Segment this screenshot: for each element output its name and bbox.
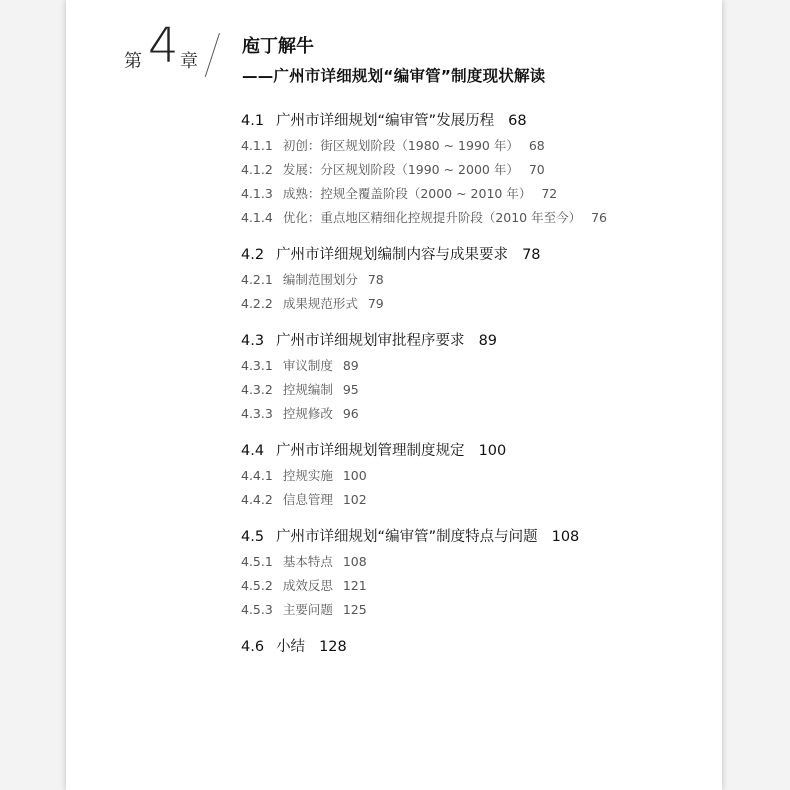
toc-subsection[interactable] <box>241 378 711 402</box>
toc-section-heading[interactable] <box>241 328 711 354</box>
subsection-page: 76 <box>591 210 608 225</box>
subsection-page: 70 <box>528 162 545 177</box>
subsection-page: 100 <box>342 468 367 483</box>
toc-section <box>241 524 711 622</box>
section-page: 100 <box>478 443 507 459</box>
book-page <box>66 0 722 790</box>
section-gap <box>241 316 711 328</box>
subsection-title: 控规修改 <box>282 406 333 421</box>
subsection-title: 成熟：控规全覆盖阶段（2000 ~ 2010 年） <box>282 186 532 201</box>
chapter-prefix: 第 <box>124 51 142 72</box>
section-number: 4.3 <box>241 333 265 349</box>
subsection-number: 4.3.1 <box>241 358 273 373</box>
section-number: 4.4 <box>241 443 265 459</box>
toc-subsection[interactable] <box>241 464 711 488</box>
section-page: 68 <box>508 113 527 129</box>
subsection-number: 4.3.3 <box>241 406 273 421</box>
toc-section-heading[interactable] <box>241 524 711 550</box>
toc-section <box>241 634 711 660</box>
subsection-page: 89 <box>342 358 359 373</box>
toc-subsection[interactable] <box>241 402 711 426</box>
title-divider <box>205 33 220 77</box>
subsection-number: 4.1.3 <box>241 186 273 201</box>
section-title: 广州市详细规划编制内容与成果要求 <box>276 247 509 263</box>
subsection-title: 控规实施 <box>282 468 333 483</box>
section-title: 广州市详细规划审批程序要求 <box>276 333 465 349</box>
section-title: 广州市详细规划“编审管”发展历程 <box>276 113 495 129</box>
subsection-title: 控规编制 <box>282 382 333 397</box>
subsection-title: 初创：街区规划阶段（1980 ~ 1990 年） <box>282 138 519 153</box>
section-gap <box>241 426 711 438</box>
chapter-title: 庖丁解牛 <box>242 36 314 57</box>
toc-subsection[interactable] <box>241 206 711 230</box>
toc-section <box>241 438 711 512</box>
subsection-number: 4.1.2 <box>241 162 273 177</box>
subsection-title: 成果规范形式 <box>282 296 358 311</box>
subsection-number: 4.5.1 <box>241 554 273 569</box>
subsection-title: 成效反思 <box>282 578 333 593</box>
toc-subsection[interactable] <box>241 182 711 206</box>
section-title: 广州市详细规划“编审管”制度特点与问题 <box>276 529 538 545</box>
toc-subsection[interactable] <box>241 292 711 316</box>
section-page: 108 <box>551 529 580 545</box>
subsection-title: 主要问题 <box>282 602 333 617</box>
subsection-page: 96 <box>342 406 359 421</box>
toc-subsection[interactable] <box>241 574 711 598</box>
subsection-page: 78 <box>367 272 384 287</box>
subsection-page: 72 <box>541 186 558 201</box>
toc-subsection[interactable] <box>241 134 711 158</box>
subsection-title: 编制范围划分 <box>282 272 358 287</box>
subsection-number: 4.2.1 <box>241 272 273 287</box>
chapter-suffix: 章 <box>180 51 198 72</box>
toc-subsection[interactable] <box>241 268 711 292</box>
subsection-title: 优化：重点地区精细化控规提升阶段（2010 年至今） <box>282 210 582 225</box>
toc-section <box>241 242 711 316</box>
toc-section-heading[interactable] <box>241 438 711 464</box>
toc-section-heading[interactable] <box>241 634 711 660</box>
subsection-page: 95 <box>342 382 359 397</box>
section-gap <box>241 512 711 524</box>
subsection-title: 审议制度 <box>282 358 333 373</box>
subsection-number: 4.4.1 <box>241 468 273 483</box>
section-number: 4.1 <box>241 113 265 129</box>
subsection-number: 4.5.2 <box>241 578 273 593</box>
subsection-number: 4.1.4 <box>241 210 273 225</box>
subsection-page: 68 <box>528 138 545 153</box>
section-page: 89 <box>478 333 498 349</box>
subsection-page: 121 <box>342 578 367 593</box>
toc-section <box>241 328 711 426</box>
subsection-number: 4.3.2 <box>241 382 273 397</box>
subsection-number: 4.1.1 <box>241 138 273 153</box>
subsection-page: 108 <box>342 554 367 569</box>
section-gap <box>241 230 711 242</box>
toc-section-heading[interactable] <box>241 108 711 134</box>
toc-subsection[interactable] <box>241 550 711 574</box>
subsection-number: 4.4.2 <box>241 492 273 507</box>
table-of-contents <box>241 108 711 660</box>
subsection-number: 4.5.3 <box>241 602 273 617</box>
subsection-number: 4.2.2 <box>241 296 273 311</box>
subsection-title: 信息管理 <box>282 492 333 507</box>
toc-subsection[interactable] <box>241 158 711 182</box>
section-page: 78 <box>522 247 541 263</box>
subsection-page: 125 <box>342 602 367 617</box>
toc-section <box>241 108 711 230</box>
section-title: 小结 <box>276 639 306 655</box>
chapter-number: 4 <box>148 18 179 74</box>
section-title: 广州市详细规划管理制度规定 <box>276 443 465 459</box>
section-gap <box>241 622 711 634</box>
toc-subsection[interactable] <box>241 598 711 622</box>
chapter-subtitle: ——广州市详细规划“编审管”制度现状解读 <box>242 67 546 85</box>
section-number: 4.2 <box>241 247 265 263</box>
subsection-title: 基本特点 <box>282 554 333 569</box>
toc-section-heading[interactable] <box>241 242 711 268</box>
toc-subsection[interactable] <box>241 354 711 378</box>
toc-subsection[interactable] <box>241 488 711 512</box>
section-number: 4.5 <box>241 529 265 545</box>
subsection-title: 发展：分区规划阶段（1990 ~ 2000 年） <box>282 162 519 177</box>
section-page: 128 <box>319 639 347 655</box>
subsection-page: 79 <box>367 296 384 311</box>
subsection-page: 102 <box>342 492 367 507</box>
section-number: 4.6 <box>241 639 265 655</box>
